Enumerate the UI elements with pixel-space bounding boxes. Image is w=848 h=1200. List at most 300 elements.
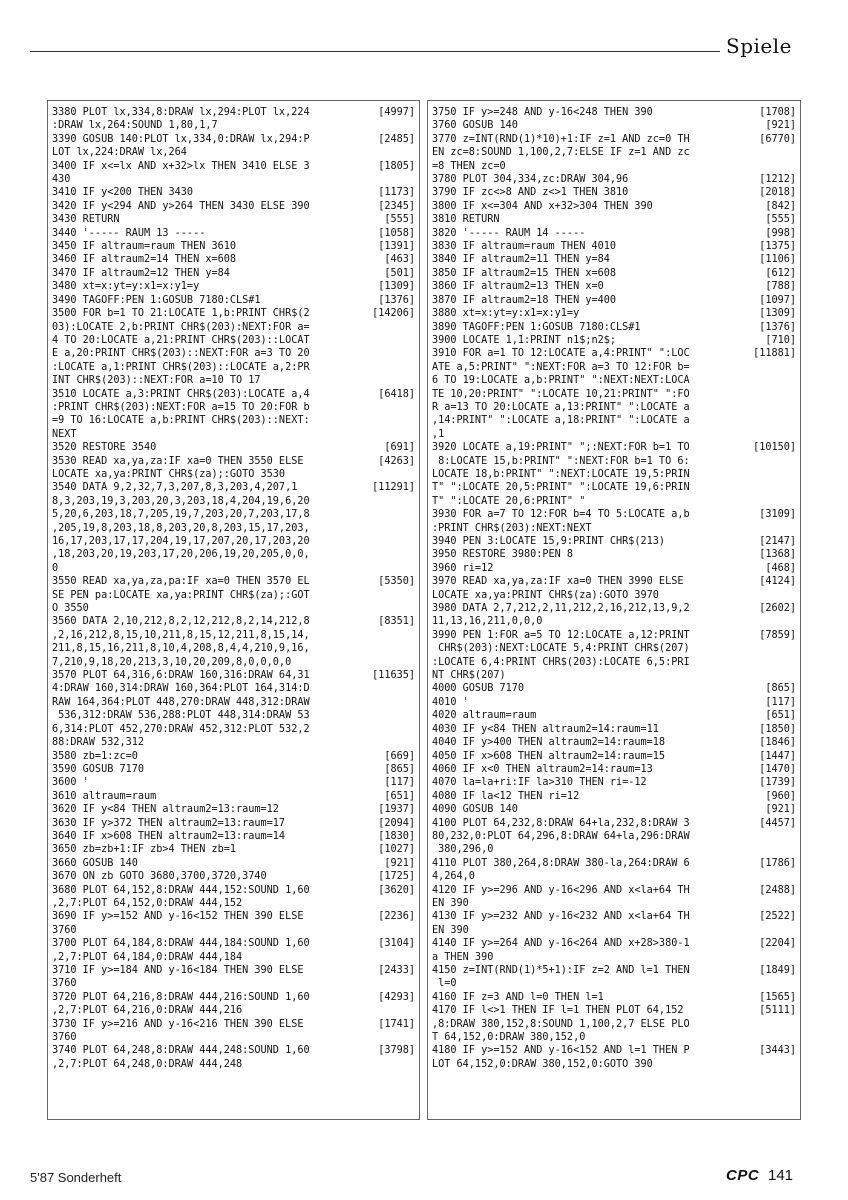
checksum: [1725] — [378, 871, 415, 883]
code-line — [432, 361, 796, 374]
code-text: 3700 PLOT 64,184,8:DRAW 444,184:SOUND 1,60 — [52, 938, 310, 950]
code-line — [52, 186, 415, 199]
checksum: [4124] — [759, 576, 796, 588]
checksum: [1805] — [378, 160, 415, 172]
code-line — [52, 253, 415, 266]
code-line — [52, 1004, 415, 1017]
code-line — [432, 374, 796, 387]
code-line — [432, 213, 796, 226]
code-text: ,8:DRAW 380,152,8:SOUND 1,100,2,7 ELSE PLO — [432, 1018, 690, 1030]
code-text: 3870 IF altraum2=18 THEN y=400 — [432, 294, 617, 306]
checksum: [6770] — [759, 133, 796, 145]
code-text: 3480 xt=x:yt=y:x1=x:y1=y — [52, 281, 200, 293]
code-line — [52, 522, 415, 535]
checksum: [1027] — [378, 844, 415, 856]
code-line — [52, 374, 415, 387]
code-text: LOCATE 18,b:PRINT" ":NEXT:LOCATE 19,5:PRIN — [432, 468, 690, 480]
code-line — [432, 508, 796, 521]
checksum: [1173] — [378, 187, 415, 199]
code-line — [432, 750, 796, 763]
code-text: 3390 GOSUB 140:PLOT lx,334,0:DRAW lx,294:P — [52, 133, 310, 145]
code-line — [52, 294, 415, 307]
code-line — [52, 817, 415, 830]
header-rule — [30, 51, 720, 52]
section-title: Spiele — [726, 34, 792, 58]
code-line — [52, 870, 415, 883]
checksum: [612] — [765, 267, 796, 279]
code-line — [52, 227, 415, 240]
code-text: 3800 IF x<=304 AND x+32>304 THEN 390 — [432, 200, 653, 212]
code-text: 3530 READ xa,ya,za:IF xa=0 THEN 3550 ELSE — [52, 455, 304, 467]
code-text: ,14:PRINT" ":LOCATE a,18:PRINT" ":LOCATE a — [432, 415, 690, 427]
code-line — [432, 924, 796, 937]
code-text: 3490 TAGOFF:PEN 1:GOSUB 7180:CLS#1 — [52, 294, 261, 306]
code-line — [432, 401, 796, 414]
code-text: ,2,7:PLOT 64,216,0:DRAW 444,216 — [52, 1005, 243, 1017]
checksum: [1309] — [759, 308, 796, 320]
code-text: 536,312:DRAW 536,288:PLOT 448,314:DRAW 53 — [52, 710, 310, 722]
code-line — [52, 468, 415, 481]
code-line — [52, 669, 415, 682]
code-line — [52, 897, 415, 910]
code-line — [432, 602, 796, 615]
code-line — [432, 535, 796, 548]
code-text: 3380 PLOT lx,334,8:DRAW lx,294:PLOT lx,224 — [52, 107, 310, 118]
code-line — [432, 200, 796, 213]
code-line — [432, 495, 796, 508]
code-line — [432, 455, 796, 468]
code-line — [52, 455, 415, 468]
code-text: 3840 IF altraum2=11 THEN y=84 — [432, 254, 610, 266]
code-text: 3510 LOCATE a,3:PRINT CHR$(203):LOCATE a,4 — [52, 388, 310, 400]
code-line — [432, 723, 796, 736]
code-line — [52, 951, 415, 964]
code-line — [432, 803, 796, 816]
code-line — [52, 642, 415, 655]
code-line — [52, 347, 415, 360]
checksum: [921] — [765, 804, 796, 816]
code-line — [52, 709, 415, 722]
checksum: [10150] — [753, 442, 796, 454]
code-line — [432, 870, 796, 883]
code-line — [432, 173, 796, 186]
code-text: 3600 ' — [52, 777, 89, 789]
checksum: [11291] — [372, 482, 415, 494]
code-line — [52, 790, 415, 803]
code-line — [432, 817, 796, 830]
code-line — [52, 146, 415, 159]
code-line — [52, 1044, 415, 1057]
code-line — [52, 723, 415, 736]
code-line — [52, 696, 415, 709]
code-line — [432, 709, 796, 722]
code-text: 3650 zb=zb+1:IF zb>4 THEN zb=1 — [52, 844, 237, 856]
code-text: 4090 GOSUB 140 — [432, 804, 518, 816]
code-text: 3680 PLOT 64,152,8:DRAW 444,152:SOUND 1,60 — [52, 884, 310, 896]
code-text: 3910 FOR a=1 TO 12:LOCATE a,4:PRINT" ":LOC — [432, 348, 690, 360]
code-text: 430 — [52, 174, 71, 186]
code-text: E a,20:PRINT CHR$(203)::NEXT:FOR a=3 TO 20 — [52, 348, 310, 360]
code-line — [52, 388, 415, 401]
checksum: [1708] — [759, 107, 796, 118]
code-text: TE 10,20:PRINT" ":LOCATE 10,21:PRINT" ":FO — [432, 388, 690, 400]
checksum: [1786] — [759, 857, 796, 869]
code-text: 3550 READ xa,ya,za,pa:IF xa=0 THEN 3570 EL — [52, 576, 310, 588]
checksum: [1058] — [378, 227, 415, 239]
code-text: 3500 FOR b=1 TO 21:LOCATE 1,b:PRINT CHR$(2 — [52, 308, 310, 320]
code-text: 3440 '----- RAUM 13 ----- — [52, 227, 206, 239]
code-line — [432, 763, 796, 776]
code-text: 5,20,6,203,18,7,205,19,7,203,20,7,203,17,8 — [52, 509, 310, 521]
code-line — [52, 508, 415, 521]
code-text: ,2,16,212,8,15,10,211,8,15,12,211,8,15,14, — [52, 629, 310, 641]
code-line — [52, 924, 415, 937]
code-text: LOCATE xa,ya:PRINT CHR$(za):GOTO 3970 — [432, 589, 659, 601]
checksum: [1376] — [378, 294, 415, 306]
code-line — [432, 307, 796, 320]
code-text: 3690 IF y>=152 AND y-16<152 THEN 390 ELSE — [52, 911, 304, 923]
checksum: [8351] — [378, 616, 415, 628]
code-line — [432, 964, 796, 977]
code-text: R a=13 TO 20:LOCATE a,13:PRINT" ":LOCATE a — [432, 401, 690, 413]
code-line — [432, 776, 796, 789]
checksum: [4293] — [378, 991, 415, 1003]
code-line — [52, 830, 415, 843]
code-line — [432, 843, 796, 856]
code-text: 3760 — [52, 978, 77, 990]
checksum: [2236] — [378, 911, 415, 923]
checksum: [3104] — [378, 938, 415, 950]
code-text: 3970 READ xa,ya,za:IF xa=0 THEN 3990 ELSE — [432, 576, 684, 588]
code-text: 3990 PEN 1:FOR a=5 TO 12:LOCATE a,12:PRINT — [432, 629, 690, 641]
code-text: 3940 PEN 3:LOCATE 15,9:PRINT CHR$(213) — [432, 536, 666, 547]
code-line — [52, 736, 415, 749]
code-line — [52, 280, 415, 293]
code-text: 3520 RESTORE 3540 — [52, 442, 157, 454]
code-text: 16,17,203,17,17,204,19,17,207,20,17,203,20 — [52, 536, 310, 547]
checksum: [3620] — [378, 884, 415, 896]
checksum: [842] — [765, 200, 796, 212]
code-line — [52, 991, 415, 1004]
code-line — [432, 106, 796, 119]
code-line — [432, 334, 796, 347]
code-line — [52, 240, 415, 253]
code-line — [52, 495, 415, 508]
checksum: [998] — [765, 227, 796, 239]
checksum: [2345] — [378, 200, 415, 212]
code-line — [52, 964, 415, 977]
code-text: 3590 GOSUB 7170 — [52, 763, 145, 775]
code-text: 3850 IF altraum2=15 THEN x=608 — [432, 267, 617, 279]
checksum: [4997] — [378, 107, 415, 118]
code-text: 3670 ON zb GOTO 3680,3700,3720,3740 — [52, 871, 267, 883]
code-text: ,205,19,8,203,18,8,203,20,8,203,15,17,203, — [52, 522, 310, 534]
checksum: [1375] — [759, 241, 796, 253]
code-text: 380,296,0 — [432, 844, 494, 856]
checksum: [1212] — [759, 174, 796, 186]
page-number: 141 — [768, 1167, 794, 1184]
code-line — [432, 428, 796, 441]
code-line — [432, 884, 796, 897]
code-line — [432, 656, 796, 669]
code-text: 4040 IF y>400 THEN altraum2=14:raum=18 — [432, 737, 666, 749]
code-text: T 64,152,0:DRAW 380,152,0 — [432, 1032, 586, 1044]
code-line — [432, 227, 796, 240]
code-line — [432, 991, 796, 1004]
code-text: 3950 RESTORE 3980:PEN 8 — [432, 549, 574, 561]
code-text: 3770 z=INT(RND(1)*10)+1:IF z=1 AND zc=0 TH — [432, 133, 690, 145]
code-text: 3400 IF x<=lx AND x+32>lx THEN 3410 ELSE 3 — [52, 160, 310, 172]
code-text: 3760 — [52, 1032, 77, 1044]
checksum: [1830] — [378, 830, 415, 842]
code-line — [52, 548, 415, 561]
code-line — [52, 629, 415, 642]
code-line — [52, 682, 415, 695]
code-text: 4,264,0 — [432, 871, 475, 883]
checksum: [2433] — [378, 965, 415, 976]
code-line — [432, 481, 796, 494]
code-text: INT CHR$(203)::NEXT:FOR a=10 TO 17 — [52, 375, 261, 387]
code-text: LOCATE xa,ya:PRINT CHR$(za);:GOTO 3530 — [52, 468, 286, 480]
checksum: [2522] — [759, 911, 796, 923]
code-text: T" ":LOCATE 20,5:PRINT" ":LOCATE 19,6:PRIN — [432, 482, 690, 494]
code-text: 3930 FOR a=7 TO 12:FOR b=4 TO 5:LOCATE a,b — [432, 509, 690, 521]
code-line — [52, 977, 415, 990]
code-line — [432, 830, 796, 843]
code-text: 4120 IF y>=296 AND y-16<296 AND x<la+64 TH — [432, 884, 690, 896]
code-line — [432, 347, 796, 360]
checksum: [501] — [384, 267, 415, 279]
checksum: [4263] — [378, 455, 415, 467]
code-line — [52, 803, 415, 816]
code-text: CHR$(203):NEXT:LOCATE 5,4:PRINT CHR$(207) — [432, 643, 690, 655]
checksum: [14206] — [372, 308, 415, 320]
code-line — [432, 468, 796, 481]
code-line — [52, 307, 415, 320]
code-text: 3610 altraum=raum — [52, 790, 157, 802]
code-text: LOT 64,152,0:DRAW 380,152,0:GOTO 390 — [432, 1058, 653, 1070]
checksum: [1376] — [759, 321, 796, 333]
code-text: :PRINT CHR$(203):NEXT:FOR a=15 TO 20:FOR b — [52, 401, 310, 413]
code-text: 3890 TAGOFF:PEN 1:GOSUB 7180:CLS#1 — [432, 321, 641, 333]
code-text: RAW 164,364:PLOT 448,270:DRAW 448,312:DRAW — [52, 696, 310, 708]
checksum: [865] — [765, 683, 796, 695]
checksum: [788] — [765, 281, 796, 293]
code-text: 03):LOCATE 2,b:PRINT CHR$(203):NEXT:FOR a= — [52, 321, 310, 333]
code-line — [52, 481, 415, 494]
code-text: 3730 IF y>=216 AND y-16<216 THEN 390 ELSE — [52, 1018, 304, 1030]
code-text: 3760 — [52, 924, 77, 936]
code-line — [432, 736, 796, 749]
checksum: [1097] — [759, 294, 796, 306]
code-line — [52, 589, 415, 602]
code-text: 3620 IF y<84 THEN altraum2=13:raum=12 — [52, 804, 279, 816]
code-text: 4010 ' — [432, 696, 469, 708]
checksum: [1368] — [759, 549, 796, 561]
code-line — [52, 562, 415, 575]
checksum: [669] — [384, 750, 415, 762]
code-text: :PRINT CHR$(203):NEXT:NEXT — [432, 522, 592, 534]
code-line — [432, 977, 796, 990]
code-line — [52, 428, 415, 441]
code-line — [432, 857, 796, 870]
code-line — [52, 857, 415, 870]
code-line — [432, 682, 796, 695]
code-text: 4080 IF la<12 THEN ri=12 — [432, 790, 580, 802]
code-text: 3760 GOSUB 140 — [432, 120, 518, 132]
code-line — [432, 1018, 796, 1031]
code-text: 3420 IF y<294 AND y>264 THEN 3430 ELSE 390 — [52, 200, 310, 212]
checksum: [3798] — [378, 1045, 415, 1057]
checksum: [2602] — [759, 603, 796, 615]
code-line — [432, 937, 796, 950]
code-line — [52, 1031, 415, 1044]
code-line — [432, 629, 796, 642]
code-line — [52, 656, 415, 669]
code-line — [432, 294, 796, 307]
code-text: 3460 IF altraum2=14 THEN x=608 — [52, 254, 237, 266]
code-line — [432, 240, 796, 253]
code-text: LOT lx,224:DRAW lx,264 — [52, 147, 187, 159]
code-text: ,2,7:PLOT 64,184,0:DRAW 444,184 — [52, 951, 243, 963]
checksum: [2204] — [759, 938, 796, 950]
code-text: 3720 PLOT 64,216,8:DRAW 444,216:SOUND 1,60 — [52, 991, 310, 1003]
code-text: 88:DRAW 532,312 — [52, 737, 145, 749]
checksum: [1309] — [378, 281, 415, 293]
checksum: [1106] — [759, 254, 796, 266]
code-text: 3740 PLOT 64,248,8:DRAW 444,248:SOUND 1,60 — [52, 1045, 310, 1057]
checksum: [1391] — [378, 241, 415, 253]
checksum: [6418] — [378, 388, 415, 400]
checksum: [865] — [384, 763, 415, 775]
code-text: 4 TO 20:LOCATE a,21:PRINT CHR$(203)::LOCAT — [52, 334, 310, 346]
code-text: 4180 IF y>=152 AND y-16<152 AND l=1 THEN P — [432, 1045, 690, 1057]
code-text: 4050 IF x>608 THEN altraum2=14:raum=15 — [432, 750, 666, 762]
code-text: EN zc=8:SOUND 1,100,2,7:ELSE IF z=1 AND zc — [432, 147, 690, 159]
code-text: 4150 z=INT(RND(1)*5+1):IF z=2 AND l=1 THEN — [432, 965, 690, 976]
code-text: 11,13,16,211,0,0,0 — [432, 616, 543, 628]
code-line — [52, 106, 415, 119]
code-text: =8 THEN zc=0 — [432, 160, 506, 172]
checksum: [2485] — [378, 133, 415, 145]
code-text: 4030 IF y<84 THEN altraum2=14:raum=11 — [432, 723, 659, 735]
code-line — [432, 897, 796, 910]
code-text: 3920 LOCATE a,19:PRINT" ";:NEXT:FOR b=1 TO — [432, 442, 690, 454]
checksum: [1741] — [378, 1018, 415, 1030]
checksum: [960] — [765, 790, 796, 802]
code-line — [432, 160, 796, 173]
code-line — [52, 884, 415, 897]
code-text: 211,8,15,16,211,8,10,4,208,8,4,4,210,9,16, — [52, 643, 310, 655]
checksum: [1937] — [378, 804, 415, 816]
code-line — [432, 1058, 796, 1071]
code-text: 3450 IF altraum=raum THEN 3610 — [52, 241, 237, 253]
code-text: 3900 LOCATE 1,1:PRINT n1$;n2$; — [432, 334, 617, 346]
code-text: 3750 IF y>=248 AND y-16<248 THEN 390 — [432, 107, 653, 118]
code-line — [52, 361, 415, 374]
code-text: EN 390 — [432, 897, 469, 909]
checksum: [2094] — [378, 817, 415, 829]
checksum: [3443] — [759, 1045, 796, 1057]
code-text: 3790 IF zc<>8 AND z<>1 THEN 3810 — [432, 187, 629, 199]
code-line — [52, 602, 415, 615]
code-line — [52, 535, 415, 548]
code-text: :LOCATE a,1:PRINT CHR$(203)::LOCATE a,2:PR — [52, 361, 310, 373]
code-text: 0 — [52, 562, 59, 574]
code-text: 7,210,9,18,20,213,3,10,20,209,8,0,0,0,0 — [52, 656, 292, 668]
code-text: 3540 DATA 9,2,32,7,3,207,8,3,203,4,207,1 — [52, 482, 298, 494]
code-text: 4060 IF x<0 THEN altraum2=14:raum=13 — [432, 763, 653, 775]
code-line — [52, 321, 415, 334]
checksum: [117] — [384, 777, 415, 789]
magazine-logo: CPC — [726, 1167, 760, 1184]
code-text: 6 TO 19:LOCATE a,b:PRINT" ":NEXT:NEXT:LOCA — [432, 375, 690, 387]
code-text: a THEN 390 — [432, 951, 494, 963]
code-line — [52, 401, 415, 414]
code-line — [52, 119, 415, 132]
code-text: T" ":LOCATE 20,6:PRINT" " — [432, 495, 586, 507]
checksum: [7859] — [759, 629, 796, 641]
checksum: [921] — [384, 857, 415, 869]
code-text: 4140 IF y>=264 AND y-16<264 AND x+28>380-1 — [432, 938, 690, 950]
code-line — [432, 441, 796, 454]
code-line — [52, 843, 415, 856]
checksum: [1447] — [759, 750, 796, 762]
code-text: 8:LOCATE 15,b:PRINT" ":NEXT:FOR b=1 TO 6: — [432, 455, 690, 467]
checksum: [11635] — [372, 670, 415, 682]
checksum: [555] — [765, 214, 796, 226]
code-line — [432, 910, 796, 923]
code-line — [52, 160, 415, 173]
code-text: 3810 RETURN — [432, 214, 500, 226]
checksum: [1846] — [759, 737, 796, 749]
code-text: 3880 xt=x:yt=y:x1=x:y1=y — [432, 308, 580, 320]
checksum: [710] — [765, 334, 796, 346]
listing-column-left — [47, 100, 420, 1120]
checksum: [1565] — [759, 991, 796, 1003]
checksum: [5111] — [759, 1005, 796, 1017]
code-line — [52, 910, 415, 923]
code-text: 80,232,0:PLOT 64,296,8:DRAW 64+la,296:DRAW — [432, 830, 690, 842]
code-line — [432, 146, 796, 159]
code-line — [52, 133, 415, 146]
code-text: :DRAW lx,264:SOUND 1,80,1,7 — [52, 120, 218, 132]
code-text: 3630 IF y>372 THEN altraum2=13:raum=17 — [52, 817, 286, 829]
code-line — [432, 133, 796, 146]
code-line — [432, 951, 796, 964]
code-text: O 3550 — [52, 603, 89, 615]
checksum: [2147] — [759, 536, 796, 547]
checksum: [1849] — [759, 965, 796, 976]
code-line — [432, 1004, 796, 1017]
code-line — [52, 615, 415, 628]
code-line — [432, 321, 796, 334]
code-line — [432, 1044, 796, 1057]
checksum: [2018] — [759, 187, 796, 199]
code-text: 3470 IF altraum2=12 THEN y=84 — [52, 267, 230, 279]
code-line — [432, 267, 796, 280]
checksum: [651] — [765, 710, 796, 722]
code-text: 3430 RETURN — [52, 214, 120, 226]
code-line — [432, 1031, 796, 1044]
checksum: [1850] — [759, 723, 796, 735]
code-text: ,18,203,20,19,203,17,20,206,19,20,205,0,0, — [52, 549, 310, 561]
code-line — [432, 562, 796, 575]
listing-column-right — [427, 100, 801, 1120]
code-text: 3780 PLOT 304,334,zc:DRAW 304,96 — [432, 174, 629, 186]
code-text: 3660 GOSUB 140 — [52, 857, 138, 869]
code-text: 4100 PLOT 64,232,8:DRAW 64+la,232,8:DRAW 3 — [432, 817, 690, 829]
